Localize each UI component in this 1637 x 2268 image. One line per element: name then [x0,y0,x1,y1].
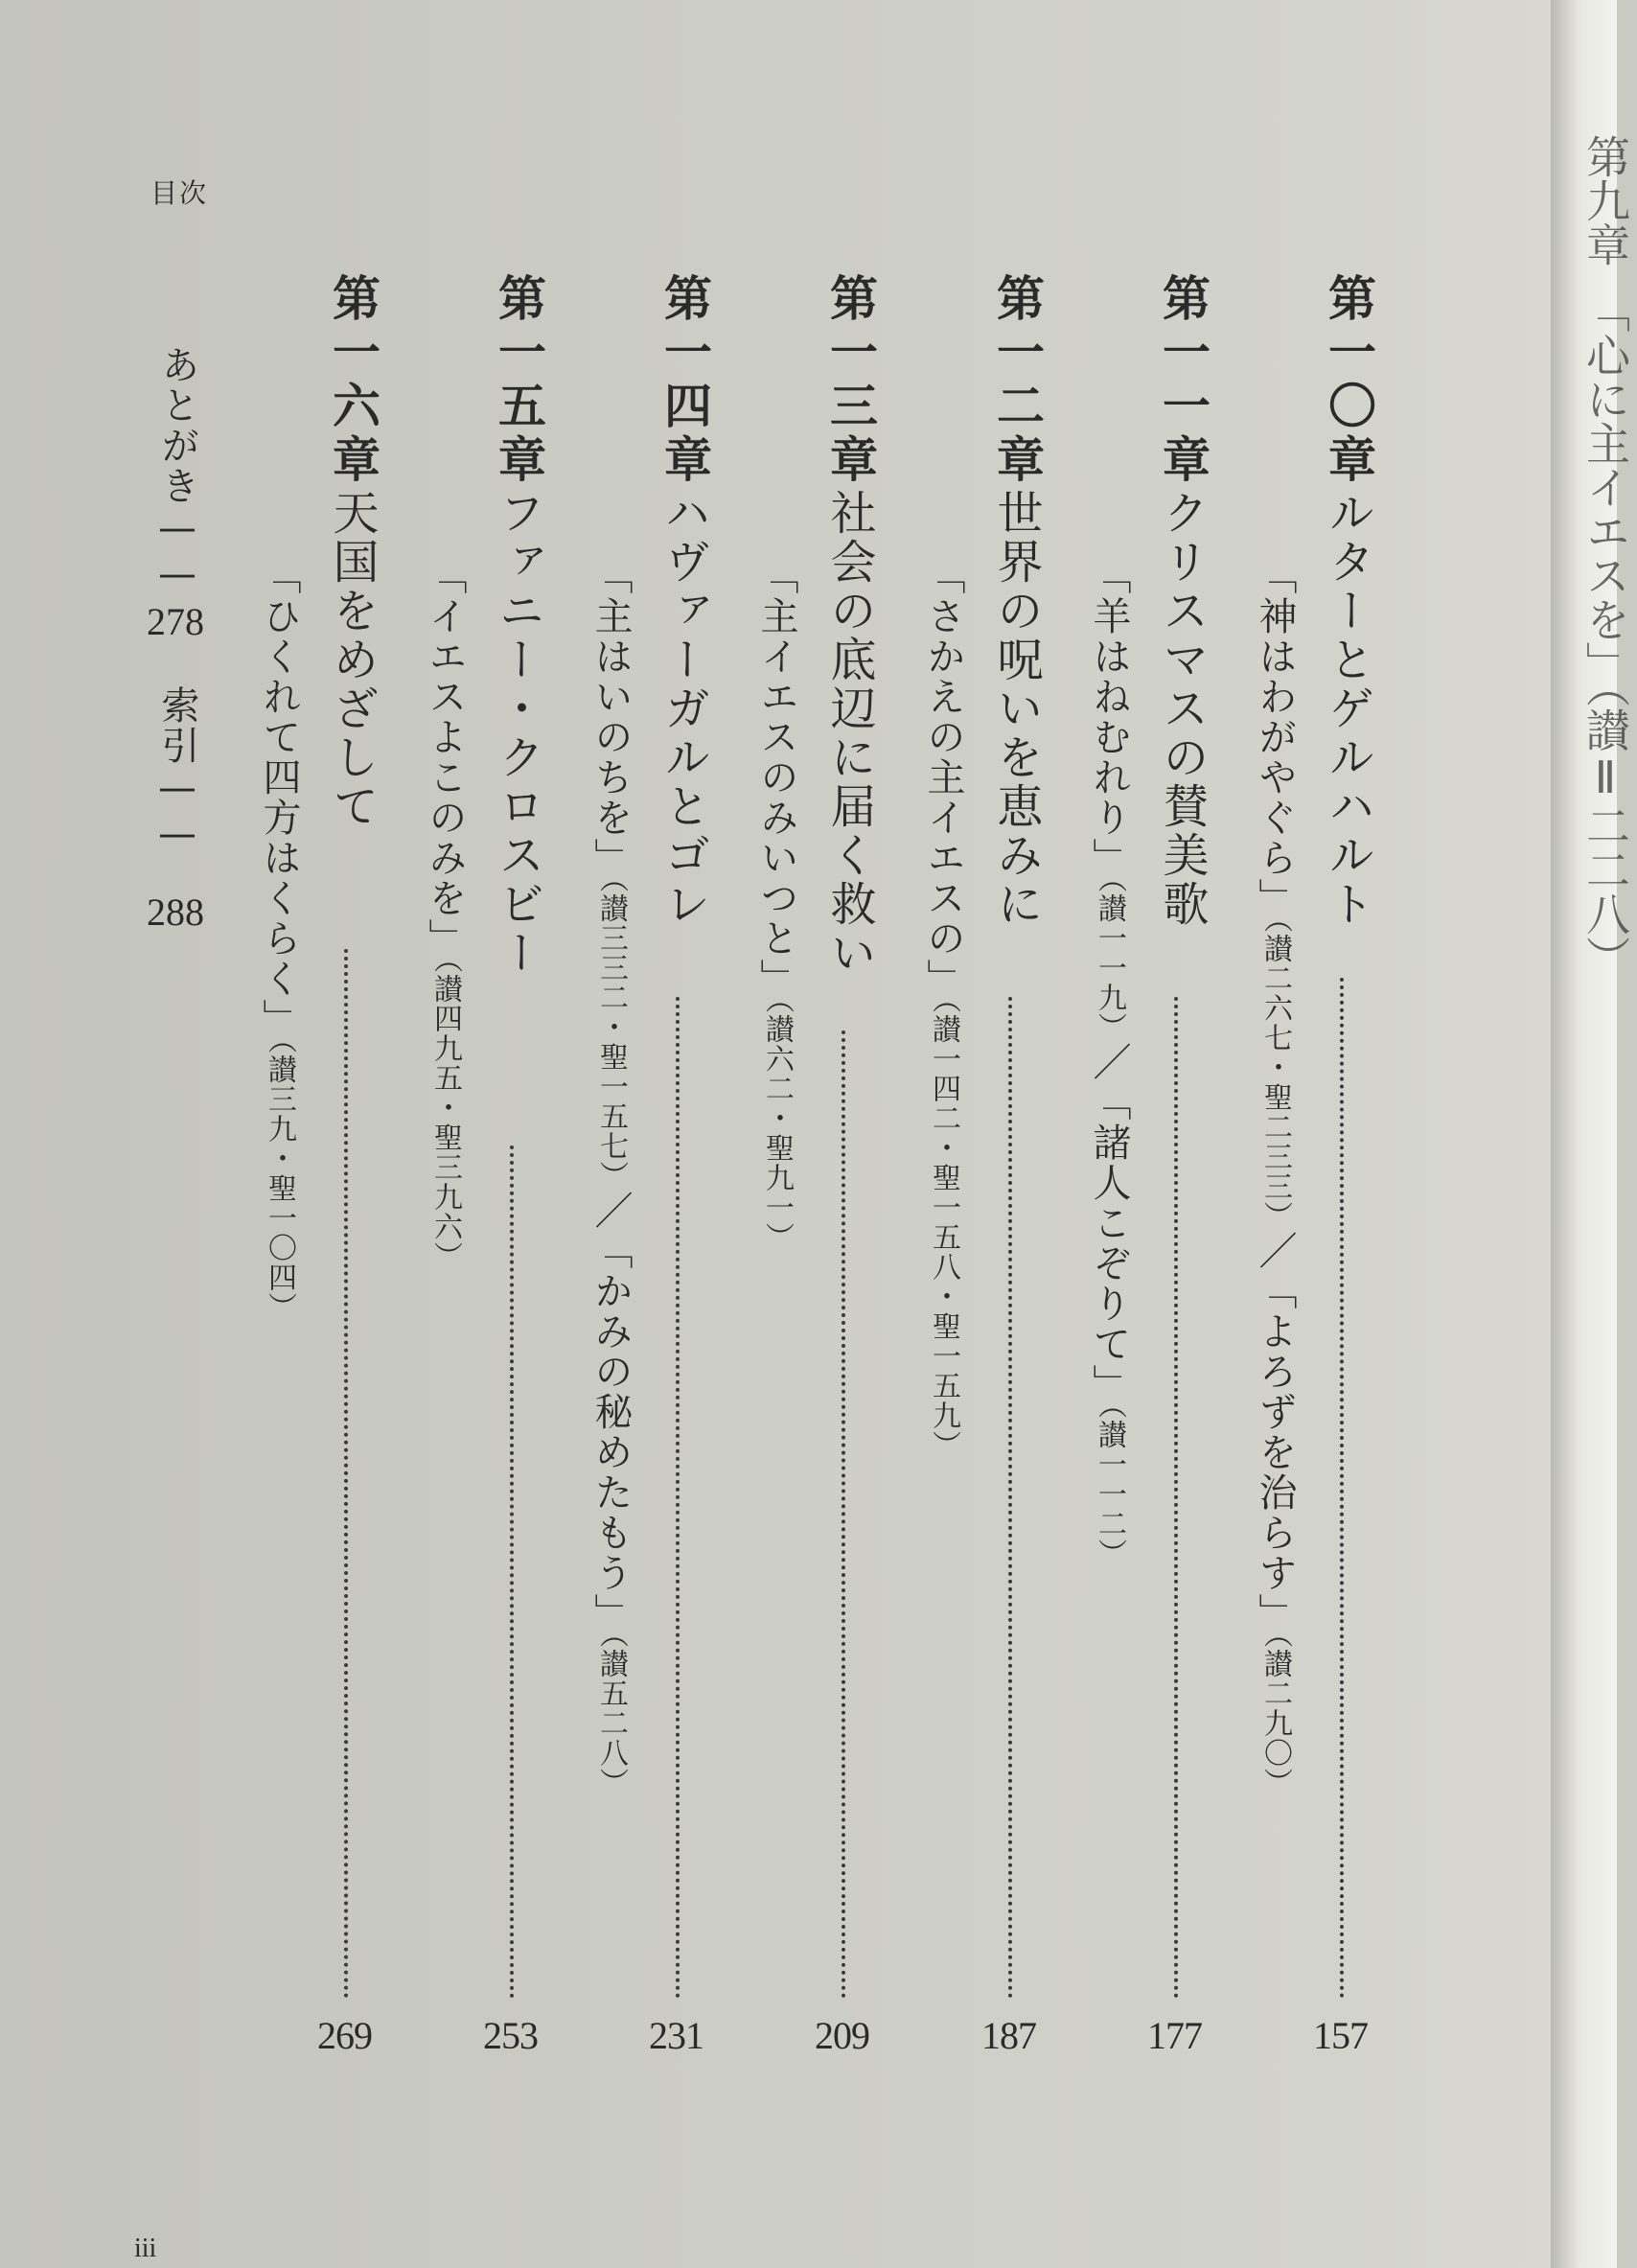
chapter-ref2: （讃二九〇） [1258,1633,1292,1797]
chapter-number: 第一〇章 [1321,273,1376,488]
chapter-title: 社会の底辺に届く救い [822,489,876,978]
chapter-ref1: （讃六二・聖九一） [760,999,794,1252]
chapter-hymns: 「さかえの主イエスの」 [921,556,965,999]
index-page: 288 [147,891,204,934]
chapter-hymns: 「主はいのちを」 [588,556,633,878]
chapter-number: 第一二章 [989,273,1045,488]
chapter-ref1: （讃一一九） [1093,878,1126,1042]
chapter-title: 世界の呪いを恵みに [989,489,1043,929]
cut-off-chapter-edge: 第九章 「心に主イエスを」（讃Ⅱ二二八） [1579,134,1631,980]
chapter-hymns [921,556,965,1460]
chapter-hymns: 「イエスよこのみを」 [423,556,467,959]
chapter-hymns [754,556,798,1252]
leader-dots [842,1030,845,1999]
leader-dots [344,949,348,1999]
chapter-hymns [423,556,467,1271]
chapter-number: 第一四章 [657,273,712,488]
afterword-page: 278 [147,600,204,643]
chapter-hymns: 「神はわがやぐら」 [1253,556,1297,918]
page-number: 231 [649,2014,703,2057]
chapter-hymns [1253,556,1297,1797]
chapter-hymns: 「ひくれて四方はくらく」 [257,556,301,1039]
chapter-title: 天国をめざして [325,489,379,831]
page-number: 209 [815,2014,869,2057]
chapter-ref2: （讃一一二） [1093,1404,1126,1568]
chapter-hymns [588,556,633,1797]
chapter-ref1: （讃三九・聖一〇四） [263,1039,296,1322]
chapter-ref2: （讃五二八） [594,1633,628,1797]
chapter-hymns: 「主イエスのみいつと」 [754,556,798,999]
chapter-number: 第一五章 [491,273,546,488]
chapter-number: 第一六章 [325,273,380,488]
chapter-ref1: （讃三三二・聖一五七） [594,878,628,1191]
leader-dots [1008,997,1012,1999]
leader-dots [510,1146,514,1999]
page-number: 177 [1147,2014,1202,2057]
chapter-ref1: （讃一四二・聖一五八・聖一五九） [927,999,960,1460]
folio: iii [134,2233,157,2263]
chapter-title: ルターとゲルハルト [1321,489,1374,929]
afterword-label: あとがき—— [155,345,199,598]
chapter-hymns [1087,556,1131,1568]
leader-dots [1174,997,1178,1999]
page-number: 253 [483,2014,538,2057]
chapter-title: ファニー・クロスビー [491,489,544,978]
chapter-ref1: （讃四九五・聖三九六） [428,959,462,1271]
chapter-title: クリスマスの賛美歌 [1155,489,1209,929]
chapter-hymns [257,556,301,1322]
chapter-ref1: （讃二六七・聖二三三） [1258,918,1292,1231]
chapter-hymns2: ／「諸人こぞりて」 [1087,1042,1131,1404]
index-label: 索引—— [155,685,199,858]
chapter-number: 第一三章 [822,273,878,488]
chapter-number: 第一一章 [1155,273,1210,488]
running-head: 目次 [150,177,209,209]
leader-dots [1340,978,1344,1999]
page-number: 269 [317,2014,372,2057]
page-number: 157 [1313,2014,1368,2057]
chapter-title: ハヴァーガルとゴレ [657,489,710,929]
page-number: 187 [981,2014,1036,2057]
leader-dots [676,997,680,1999]
chapter-hymns: 「羊はねむれり」 [1087,556,1131,878]
chapter-hymns2: ／「よろずを治らす」 [1253,1231,1297,1633]
chapter-hymns2: ／「かみの秘めたもう」 [588,1191,633,1633]
